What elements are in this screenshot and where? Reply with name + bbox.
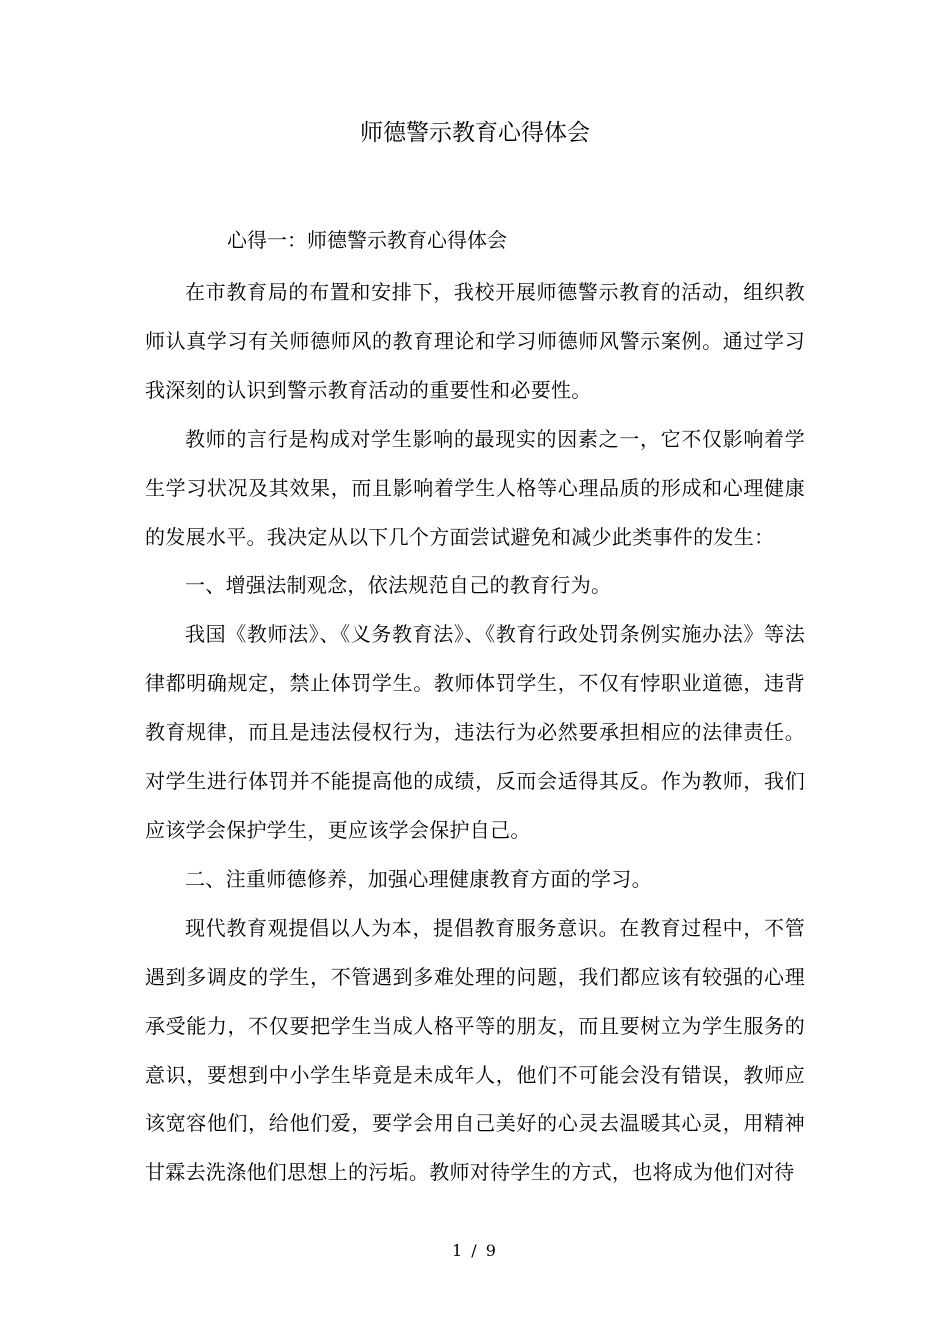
- paragraph: 在市教育局的布置和安排下，我校开展师德警示教育的活动，组织教师认真学习有关师德师风的教育理论和学习师德师风警示案例。通过学习我深刻的认识到警示教育活动的重要性和必要性。: [145, 280, 805, 402]
- section-heading: 一、增强法制观念，依法规范自己的教育行为。: [185, 573, 612, 598]
- page-number: 1 / 9: [452, 1241, 498, 1260]
- paragraph: 现代教育观提倡以人为本，提倡教育服务意识。在教育过程中，不管遇到多调皮的学生，不管遇到多难处理的问题，我们都应该有较强的心理承受能力，不仅要把学生当成人格平等的朋友，而且要树立为学生服务的意识，要想到中小学生毕竟是未成年人，他们不可能会没有错误，教师应该宽容他们，给他们爱，要学会用自己美好的心灵去温暖其心灵，用精神甘霖去洗涤他们思想上的污垢。教师对待学生的方式，也将成为他们对待: [145, 915, 805, 1185]
- paragraph: 教师的言行是构成对学生影响的最现实的因素之一，它不仅影响着学生学习状况及其效果，而且影响着学生人格等心理品质的形成和心理健康的发展水平。我决定从以下几个方面尝试避免和减少此类事件的发生：: [145, 426, 805, 549]
- document-body: [145, 268, 805, 1197]
- section-subtitle: 心得一：师德警示教育心得体会: [227, 228, 507, 252]
- document-title: 师德警示教育心得体会: [360, 120, 590, 146]
- paragraph: 我国《教师法》、《义务教育法》、《教育行政处罚条例实施办法》等法律都明确规定，禁止体罚学生。教师体罚学生，不仅有悖职业道德，违背教育规律，而且是违法侵权行为，违法行为必然要承担相应的法律责任。对学生进行体罚并不能提高他的成绩，反而会适得其反。作为教师，我们应该学会保护学生，更应该学会保护自己。: [145, 622, 805, 842]
- section-heading: 二、注重师德修养，加强心理健康教育方面的学习。: [185, 866, 652, 891]
